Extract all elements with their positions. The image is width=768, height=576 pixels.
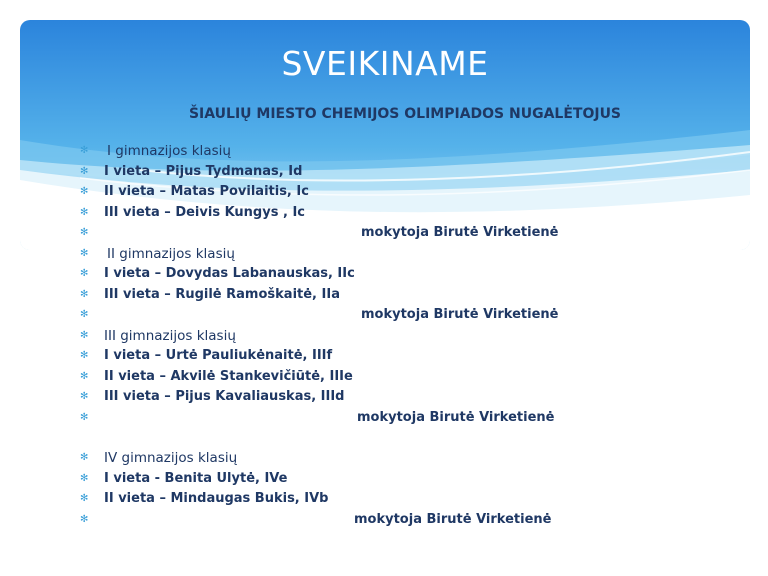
item-text: II gimnazijos klasių — [107, 245, 235, 262]
item-text: mokytoja Birutė Virketienė — [354, 511, 552, 527]
asterisk-icon: ✻ — [80, 370, 89, 382]
asterisk-icon: ✻ — [80, 452, 89, 463]
asterisk-icon: ✻ — [80, 247, 89, 259]
asterisk-icon: ✻ — [80, 288, 89, 300]
item-text: II vieta – Mindaugas Bukis, IVb — [104, 491, 329, 506]
item-text: mokytoja Birutė Virketienė — [357, 409, 555, 425]
asterisk-icon: ✻ — [80, 227, 89, 238]
item-text: I gimnazijos klasių — [107, 143, 231, 159]
item-text: mokytoja Birutė Virketienė — [361, 307, 559, 322]
list-item — [80, 162, 740, 183]
slide-title: SVEIKINAME — [281, 44, 489, 83]
slide-subtitle: ŠIAULIŲ MIESTO CHEMIJOS OLIMPIADOS NUGALĖTOJUS — [188, 106, 622, 122]
item-text: I vieta – Dovydas Labanauskas, IIc — [104, 266, 355, 281]
asterisk-icon: ✻ — [80, 186, 89, 197]
asterisk-icon: ✻ — [80, 411, 89, 423]
item-text: II vieta – Akvilė Stankevičiūtė, IIIe — [104, 368, 353, 384]
winners-list — [80, 141, 740, 530]
item-text: III gimnazijos klasių — [104, 327, 236, 344]
list-item — [80, 346, 740, 367]
list-item — [80, 264, 740, 285]
asterisk-icon: ✻ — [80, 472, 89, 484]
asterisk-icon: ✻ — [80, 206, 89, 218]
teacher-line — [80, 408, 740, 429]
item-text: III vieta – Pijus Kavaliauskas, IIId — [104, 389, 345, 404]
teacher-line — [80, 223, 740, 244]
asterisk-icon: ✻ — [80, 268, 89, 279]
asterisk-icon: ✻ — [80, 145, 89, 156]
list-item — [80, 367, 740, 388]
item-text: I vieta - Benita Ulytė, IVe — [104, 470, 288, 486]
list-item — [80, 469, 740, 490]
asterisk-icon: ✻ — [80, 493, 89, 504]
category-heading — [80, 244, 740, 265]
category-heading — [80, 448, 740, 469]
item-text: I vieta – Pijus Tydmanas, Id — [104, 163, 303, 179]
asterisk-icon: ✻ — [80, 513, 89, 525]
teacher-line — [80, 305, 740, 326]
list-item — [80, 203, 740, 224]
item-text: I vieta – Urtė Pauliukėnaitė, IIIf — [104, 348, 333, 363]
asterisk-icon: ✻ — [80, 329, 89, 341]
item-text: IV gimnazijos klasių — [104, 450, 238, 466]
item-text: III vieta – Deivis Kungys , Ic — [104, 204, 305, 220]
category-heading — [80, 141, 740, 162]
item-text: mokytoja Birutė Virketienė — [361, 225, 559, 240]
list-item — [80, 182, 740, 203]
asterisk-icon: ✻ — [80, 309, 89, 320]
item-text: III vieta – Rugilė Ramoškaitė, IIa — [104, 286, 340, 302]
item-text: II vieta – Matas Povilaitis, Ic — [104, 184, 309, 199]
list-item — [80, 489, 740, 510]
category-heading — [80, 326, 740, 347]
asterisk-icon: ✻ — [80, 165, 89, 177]
asterisk-icon: ✻ — [80, 391, 89, 402]
list-item — [80, 285, 740, 306]
asterisk-icon: ✻ — [80, 350, 89, 361]
list-item — [80, 387, 740, 408]
teacher-line — [80, 510, 740, 531]
